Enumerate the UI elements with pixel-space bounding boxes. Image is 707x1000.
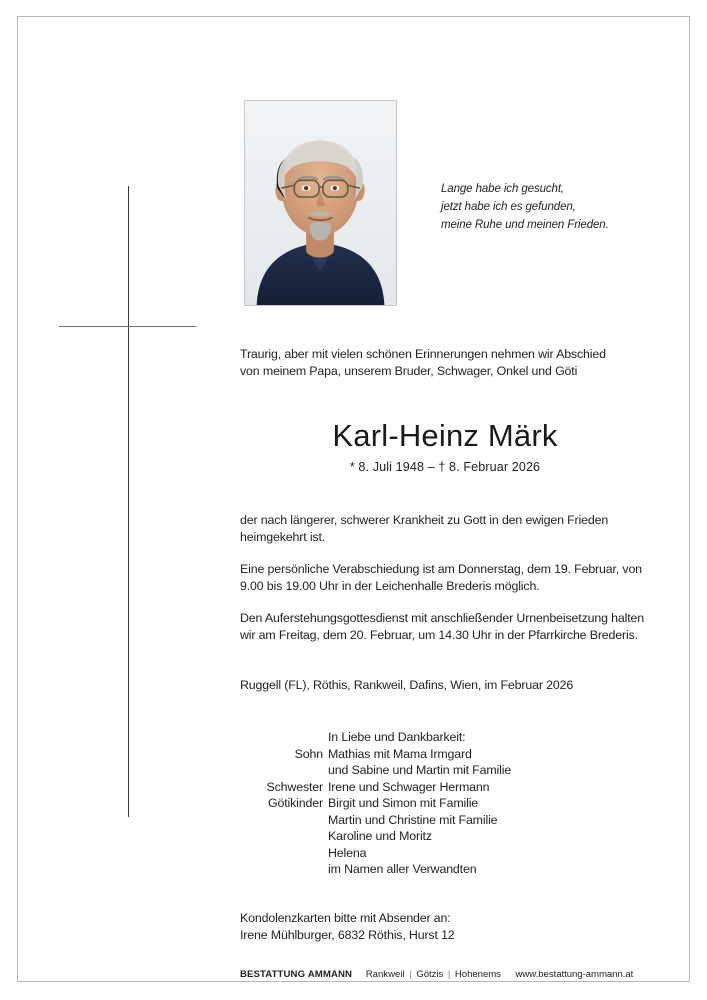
family-row [240,746,650,763]
family-row [240,729,650,746]
quote-line-1: Lange habe ich gesucht, [441,183,565,195]
cross-horizontal-bar [59,326,196,327]
family-relation-label: Götikinder [268,796,323,810]
deceased-name: Karl-Heinz Märk [332,418,558,453]
family-relation-label: Schwester [266,779,323,794]
memorial-card-page [17,16,690,982]
quote-line-2: jetzt habe ich es gefunden, [441,201,576,213]
footer-town-rankweil: Rankweil [365,969,405,980]
family-member-name: und Sabine und Martin mit Familie [328,763,512,777]
footer-town-hohenems: Hohenems [454,969,501,980]
family-row [240,812,650,829]
condolence-info [240,910,650,944]
footer-brand-second: AMMANN [307,969,353,980]
footer-separator: | [447,969,451,980]
quote-line-3: meine Ruhe und meinen Frieden. [441,219,609,231]
paragraph-2: Eine persönliche Verabschiedung ist am Donnerstag, dem 19. Februar, von 9.00 bis 19.00 Uhr in der Leichenhalle Brederis möglich. [240,562,642,593]
family-member-name: Martin und Christine mit Familie [328,812,498,827]
family-row [240,762,650,779]
footer-town-goetzis: Götzis [416,969,444,980]
family-member-name: In Liebe und Dankbarkeit: [328,730,466,744]
footer-website[interactable]: www.bestattung-ammann.at [515,969,634,980]
condolence-heading: Kondolenzkarten bitte mit Absender an: [240,910,451,925]
family-row [240,779,650,796]
paragraph-3: Den Auferstehungsgottesdienst mit anschließender Urnenbeisetzung halten wir am Freitag, dem 20. Februar, um 14.30 Uhr in der Pfarrkirche Brederis. [240,611,645,642]
family-row [240,795,650,812]
family-member-name: Irene und Schwager Hermann [328,779,490,794]
family-relation-label: Sohn [294,746,323,761]
cross-vertical-bar [128,186,129,817]
family-member-name: Helena [328,845,367,860]
family-list [240,729,650,878]
main-content [240,346,650,944]
intro-line-1: Traurig, aber mit vielen schönen Erinnerungen nehmen wir Abschied [240,347,606,361]
intro-line-2: von meinem Papa, unserem Bruder, Schwager, Onkel und Göti [240,364,578,378]
family-row [240,861,650,878]
deceased-dates: * 8. Juli 1948 – † 8. Februar 2026 [349,460,541,474]
intro-text [240,346,650,380]
portrait-photo [244,100,397,306]
family-member-name: Birgit und Simon mit Familie [328,796,479,810]
footer-separator: | [409,969,412,980]
family-member-name: Mathias mit Mama Irmgard [328,746,472,761]
memorial-quote [441,180,671,234]
condolence-address: Irene Mühlburger, 6832 Röthis, Hurst 12 [240,927,455,942]
paragraph-1: der nach längerer, schwerer Krankheit zu Gott in den ewigen Frieden heimgekehrt ist. [240,513,609,544]
family-row [240,845,650,862]
family-member-name: Karoline und Moritz [328,829,432,843]
family-member-name: im Namen aller Verwandten [328,862,477,876]
funeral-home-footer [240,968,633,982]
family-row [240,828,650,845]
places-and-date: Ruggell (FL), Röthis, Rankweil, Dafins, Wien, im Februar 2026 [240,678,574,692]
footer-brand-first: BESTATTUNG [240,969,306,980]
